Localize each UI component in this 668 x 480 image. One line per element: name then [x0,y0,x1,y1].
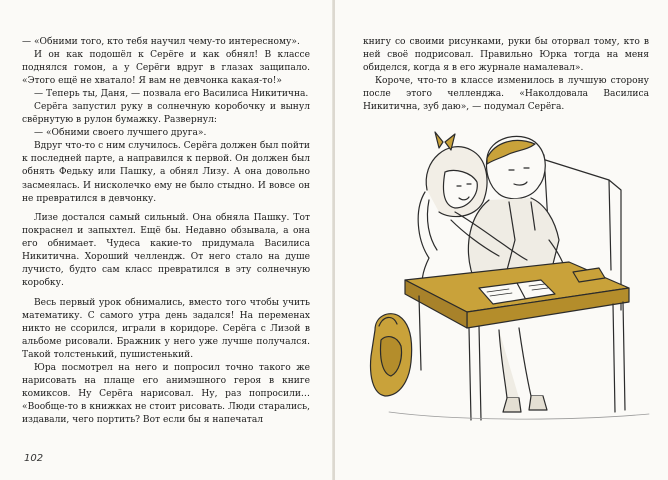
paragraph: Короче, что-то в классе изменилось в лучшую сторону после этого челленджа. «Наколдовала Василиса Никитична, зуб даю», — подумал Серёга. [363,76,649,113]
paragraph: — «Обними того, кто тебя научил чему-то интересному». [22,37,300,47]
left-page [0,0,333,480]
paragraph: Весь первый урок обнимались, вместо того чтобы учить математику. С самого утра день задался! На переменах никто не ссорился, играли в коридоре. Серёга с Лизой в альбоме рисовали. Бражник у него уже лучше получался. Такой толстенький, пушистенький. [22,297,310,361]
children-hugging-at-desk-illustration [359,120,659,425]
paragraph: Юра посмотрел на него и попросил точно такого же нарисовать на плаще его анимэшного героя в книге комиксов. Ну Серёга нарисовал. Ну, раз попросили… «Вообще-то в книжках не стоит рисовать. Люди старались, издавали, чего портить? Вот если бы я напечатал [22,363,310,426]
paragraph: Лизе достался самый сильный. Она обняла Пашку. Тот покраснел и запыхтел. Ещё бы. Недавно обзывала, а она его обнимает. Чудеса какие-то придумала Василиса Никитична. Хороший челлендж. От него стало на душе лучисто, будто сам класс превратился в эту солнечную коробку. [22,213,310,289]
paragraph: — «Обними своего лучшего друга». [34,128,207,139]
paragraph: книгу со своими рисунками, руки бы оторвал тому, кто в ней своё подрисовал. Правильно Юрка тогда на меня обиделся, когда я в его журнале намалевал». [363,37,649,74]
paragraph: Вдруг что-то с ним случилось. Серёга должен был пойти к последней парте, а направился к первой. Он должен был обнять Федьку или Пашку, а обнял Лизу. А она довольно засмеялась. И нисколечко ему не было стыдно. И вовсе он не превратился в девчонку. [22,141,310,204]
paragraph: Серёга запустил руку в солнечную коробочку и вынул свёрнутую в рулон бумажку. Развернул: [22,102,310,126]
page-number: 102 [24,453,44,464]
paragraph: И он как подошёл к Серёге и как обнял! В классе поднялся гомон, а у Серёги вдруг в глазах защипало. «Этого ещё не хватало! Я вам не девчонка какая-то!» [22,50,310,87]
paragraph: — Теперь ты, Даня, — позвала его Василиса Никитична. [34,89,309,100]
right-page-text [363,36,649,114]
right-page [335,0,668,480]
left-page-text [22,36,310,427]
